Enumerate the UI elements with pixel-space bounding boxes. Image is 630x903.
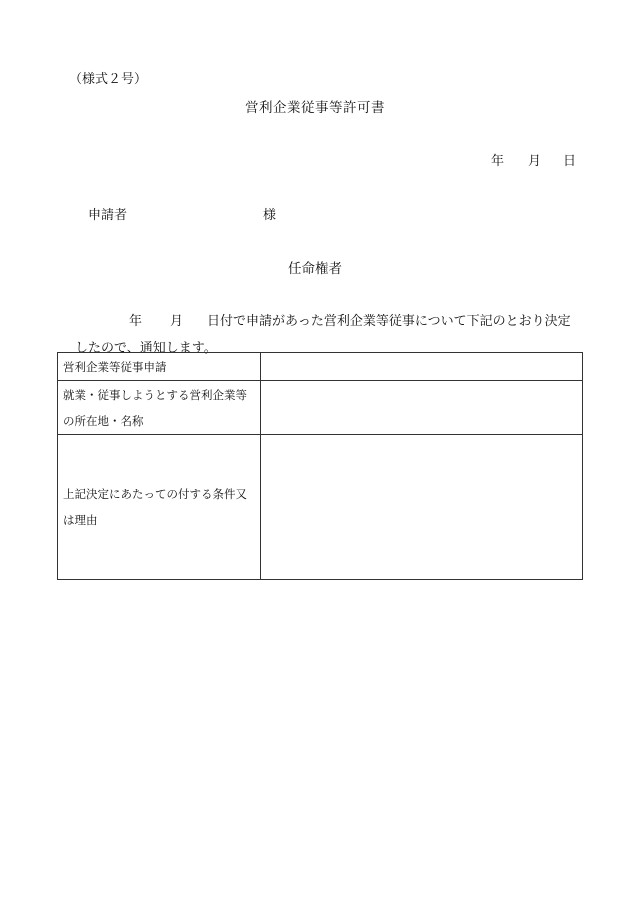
table-row [58, 353, 583, 381]
date-year-label: 年 [491, 154, 505, 169]
applicant-line [88, 204, 277, 223]
table-row-label: 就業・従事しようとする営利企業等の所在地・名称 [58, 381, 261, 435]
applicant-label: 申請者 [88, 208, 128, 223]
table-row-value [261, 353, 583, 381]
table-row-label: 営利企業等従事申請 [58, 353, 261, 381]
table-row-value [261, 435, 583, 580]
body-line-2: したので、通知します。 [75, 341, 217, 356]
applicant-honorific: 様 [263, 208, 277, 223]
table-row [58, 381, 583, 435]
document-title: 営利企業従事等許可書 [245, 100, 385, 116]
appointing-authority: 任命権者 [288, 261, 342, 277]
table-row-label: 上記決定にあたっての付する条件又は理由 [58, 435, 261, 580]
date-month-label: 月 [528, 154, 542, 169]
body-line-1 [129, 310, 571, 329]
date-day-label: 日 [563, 154, 577, 169]
table-row-value [261, 381, 583, 435]
permit-table [57, 352, 583, 580]
body-line-1-text: 日付で申請があった営利企業等従事について下記のとおり決定 [207, 314, 571, 329]
body-year-label: 年 [129, 314, 143, 329]
form-number: （様式２号） [69, 72, 148, 87]
body-month-label: 月 [170, 314, 184, 329]
date-line [491, 150, 576, 169]
table-row [58, 435, 583, 580]
